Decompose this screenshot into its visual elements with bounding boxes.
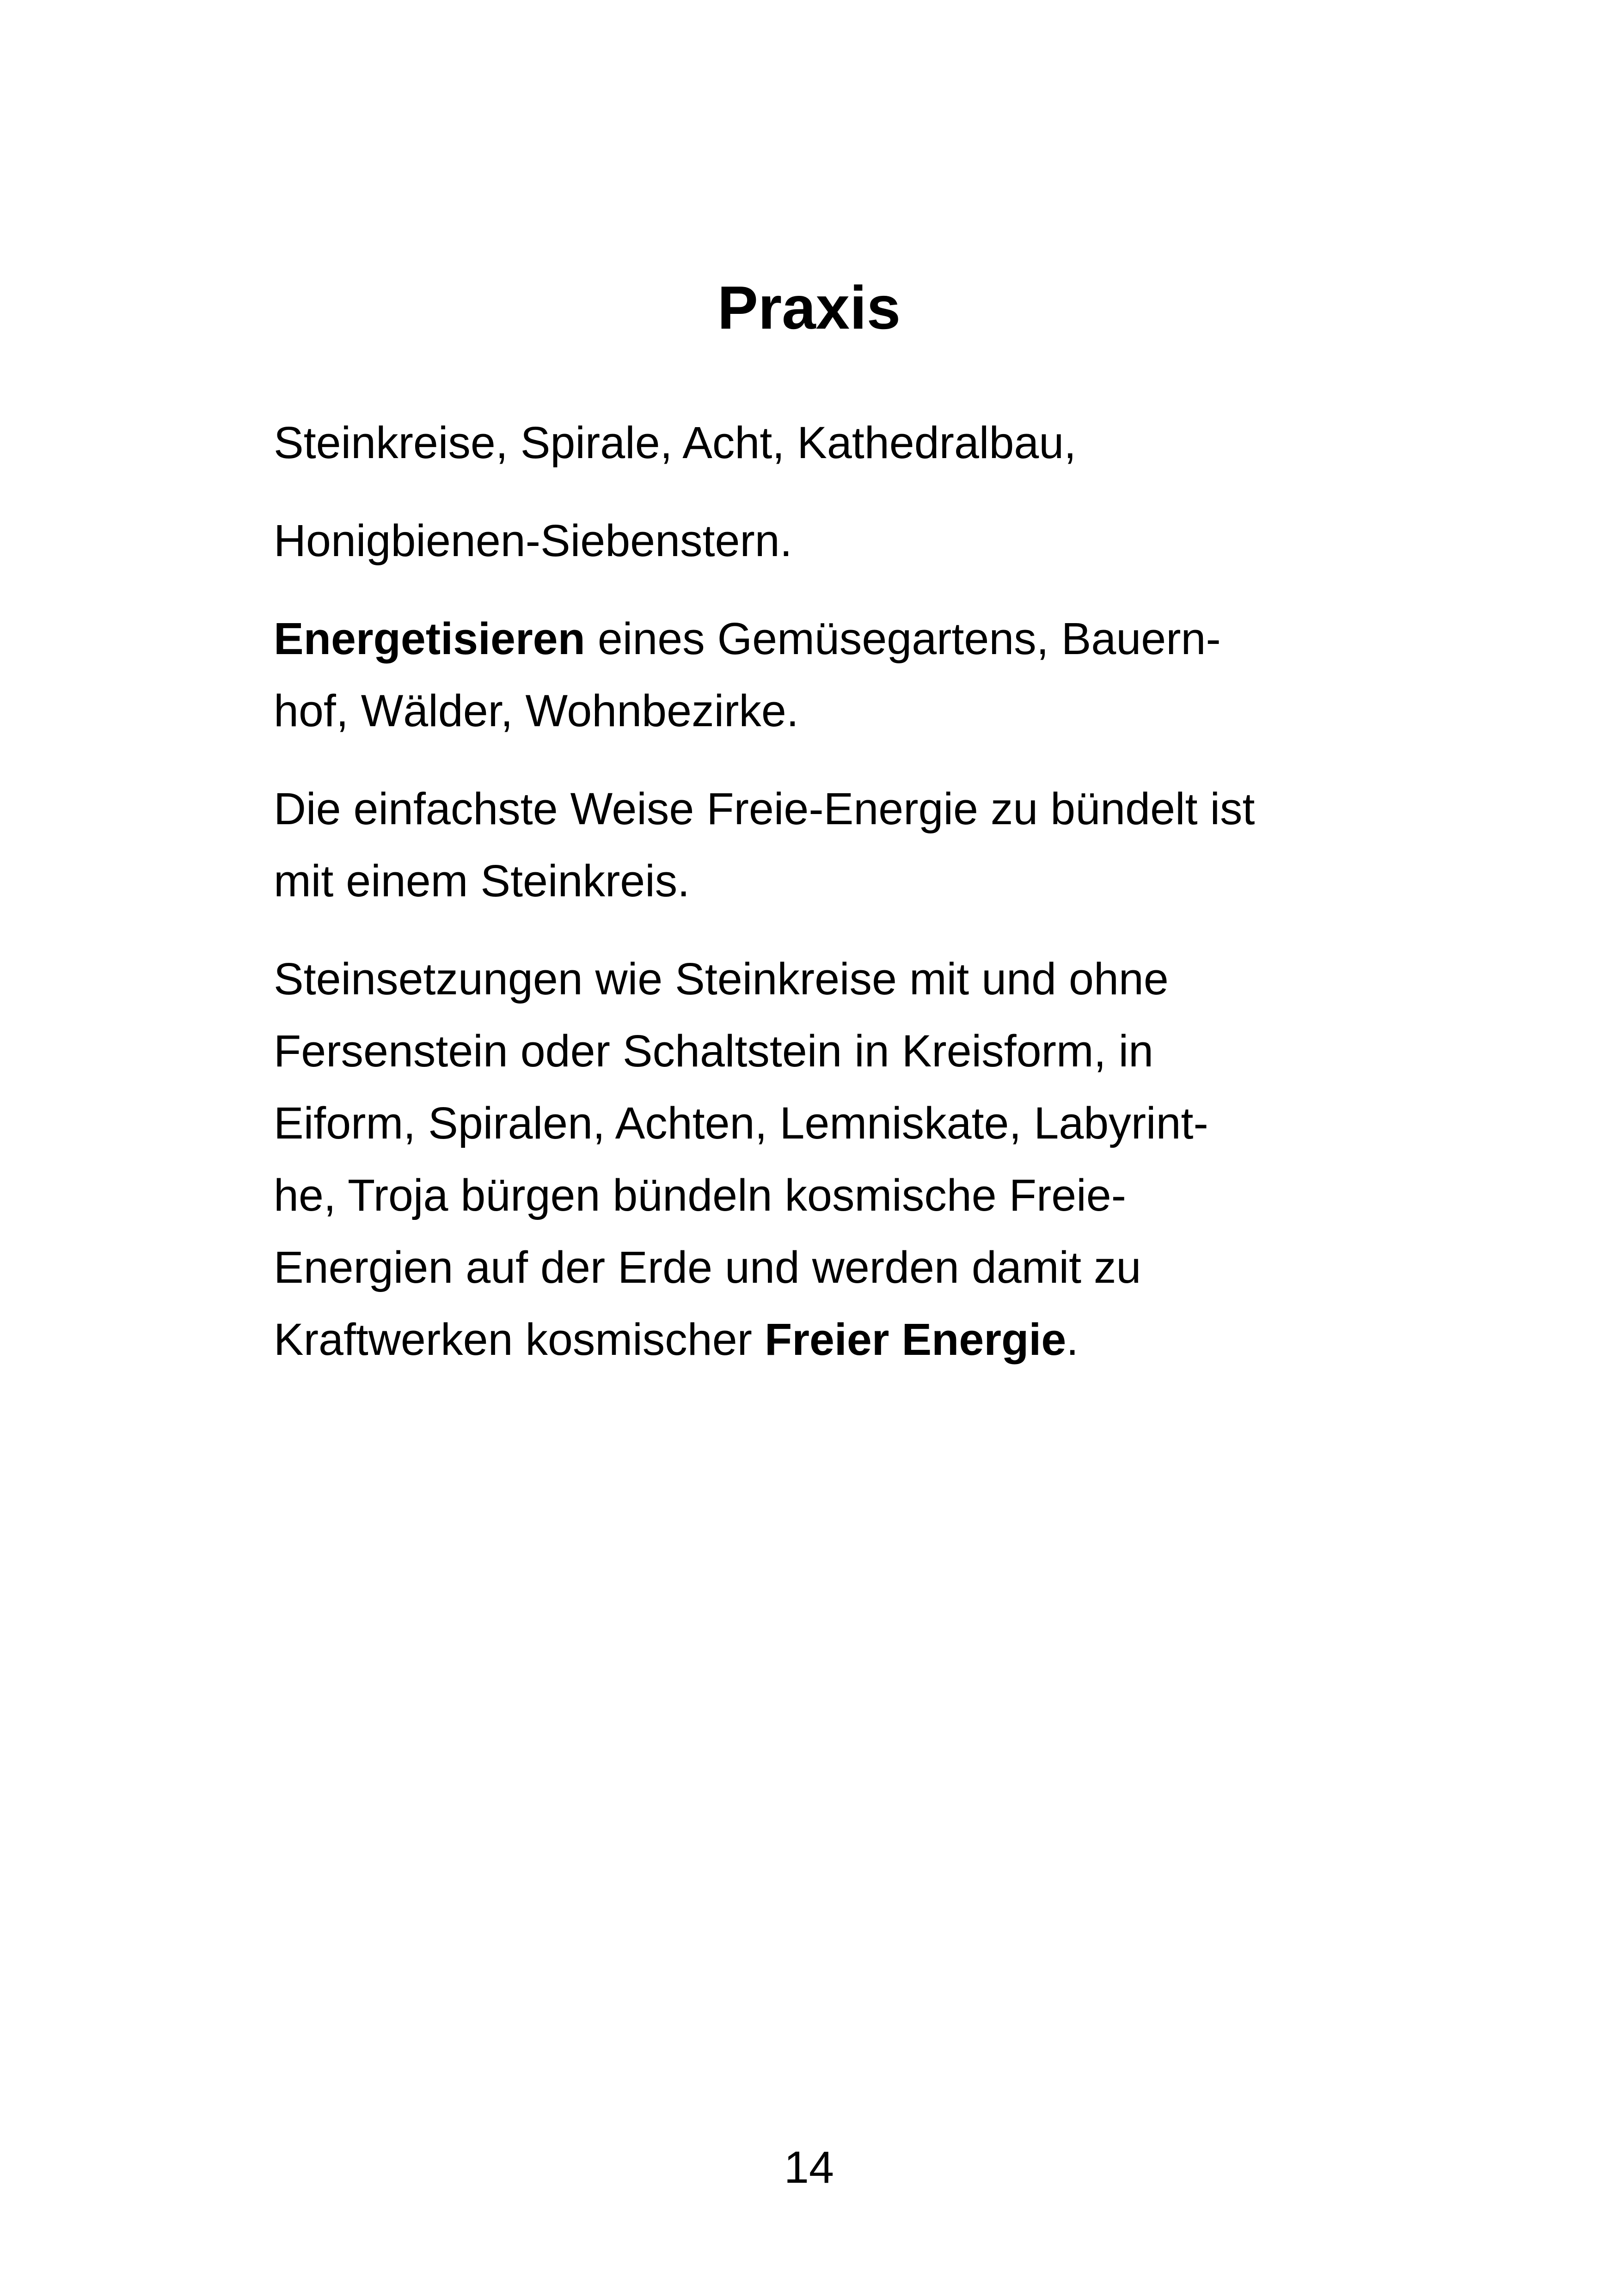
- text-run: Fersenstein oder Schaltstein in Kreisform, in: [274, 1026, 1154, 1076]
- text-line: [274, 943, 1392, 1015]
- text-line: [274, 1087, 1392, 1159]
- text-line: [274, 1231, 1392, 1304]
- paragraph: [274, 407, 1392, 479]
- text-run: Honigbienen-Siebenstern.: [274, 515, 792, 566]
- text-run: Steinsetzungen wie Steinkreise mit und ohne: [274, 954, 1169, 1004]
- text-run: Die einfachste Weise Freie-Energie zu bündelt ist: [274, 784, 1255, 834]
- bold-term: Freier Energie: [764, 1314, 1066, 1365]
- text-line: [274, 773, 1392, 845]
- text-run: hof, Wälder, Wohnbezirke.: [274, 686, 799, 736]
- text-line: [274, 845, 1392, 917]
- paragraph: [274, 505, 1392, 577]
- text-run: Steinkreise, Spirale, Acht, Kathedralbau,: [274, 417, 1077, 468]
- text-run: mit einem Steinkreis.: [274, 856, 690, 906]
- paragraph: [274, 603, 1392, 747]
- text-run: .: [1066, 1314, 1079, 1365]
- paragraph: [274, 943, 1392, 1376]
- body-text: [274, 407, 1392, 1402]
- page-number: 14: [784, 2142, 834, 2192]
- text-line: [274, 1304, 1392, 1376]
- text-run: Kraftwerken kosmischer: [274, 1314, 765, 1365]
- text-line: [274, 603, 1392, 675]
- text-run: Eiform, Spiralen, Achten, Lemniskate, Labyrint-: [274, 1098, 1208, 1148]
- text-line: [274, 505, 1392, 577]
- page-title: Praxis: [717, 274, 901, 342]
- text-line: [274, 1015, 1392, 1087]
- text-run: he, Troja bürgen bündeln kosmische Freie-: [274, 1170, 1126, 1220]
- text-run: Energien auf der Erde und werden damit zu: [274, 1242, 1141, 1292]
- text-line: [274, 675, 1392, 747]
- bold-term: Energetisieren: [274, 613, 585, 664]
- text-run: eines Gemüsegartens, Bauern-: [585, 613, 1221, 664]
- paragraph: [274, 773, 1392, 917]
- text-line: [274, 407, 1392, 479]
- text-line: [274, 1159, 1392, 1231]
